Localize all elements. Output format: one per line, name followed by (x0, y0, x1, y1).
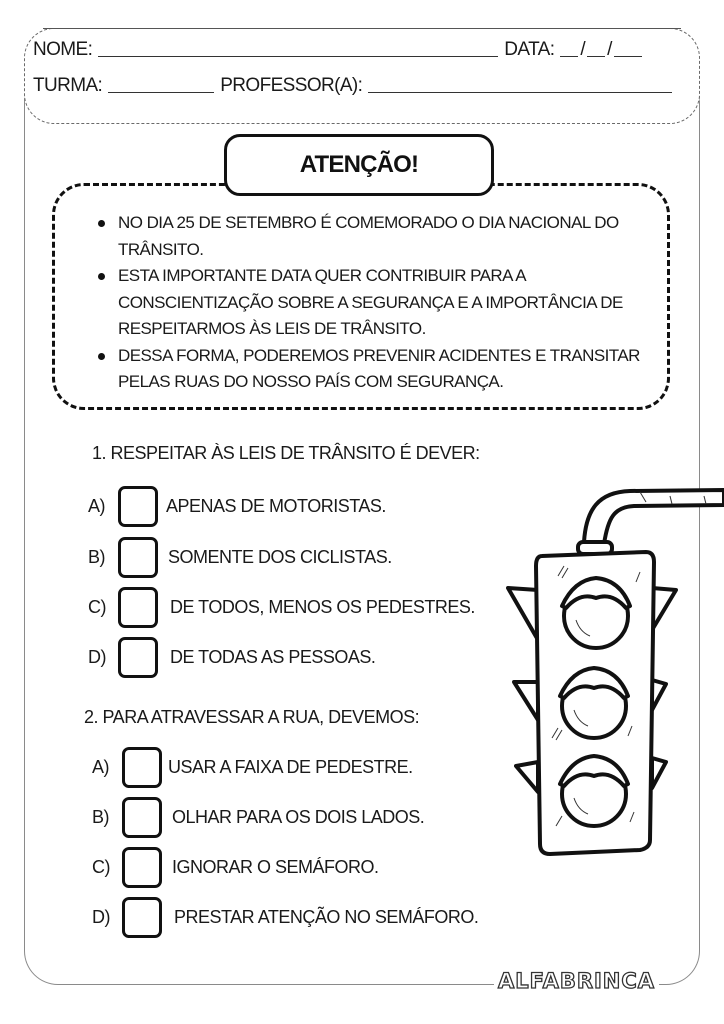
question-1-option-a[interactable] (88, 486, 386, 527)
answer-checkbox[interactable] (122, 897, 162, 938)
header-top-edge (43, 28, 681, 29)
option-text: PRESTAR ATENÇÃO NO SEMÁFORO. (174, 907, 479, 927)
header-line-class-teacher (33, 75, 689, 97)
answer-checkbox[interactable] (122, 747, 162, 788)
answer-checkbox[interactable] (122, 797, 162, 838)
class-field[interactable] (108, 91, 214, 93)
question-1-option-d[interactable] (88, 637, 375, 678)
notice-bullet: DESSA FORMA, PODEREMOS PREVENIR ACIDENTES E TRANSITAR PELAS RUAS DO NOSSO PAÍS COM SEGURANÇA. (92, 343, 652, 396)
option-letter: C) (92, 857, 110, 877)
question-2-option-c[interactable] (92, 847, 379, 888)
question-1-option-b[interactable] (88, 537, 392, 578)
option-text: OLHAR PARA OS DOIS LADOS. (172, 807, 425, 827)
date-separator: / (607, 39, 612, 60)
notice-title: ATENÇÃO! (299, 151, 419, 178)
class-label: TURMA: (33, 75, 103, 96)
traffic-light-icon (480, 470, 724, 870)
option-letter: B) (88, 547, 105, 567)
teacher-field[interactable] (368, 91, 672, 93)
option-letter: C) (88, 597, 106, 617)
option-text: DE TODOS, MENOS OS PEDESTRES. (170, 597, 475, 617)
option-text: IGNORAR O SEMÁFORO. (172, 857, 379, 877)
option-letter: D) (92, 907, 110, 927)
student-info-header (24, 28, 700, 124)
answer-checkbox[interactable] (122, 847, 162, 888)
answer-checkbox[interactable] (118, 587, 158, 628)
brand-logo: ALFABRINCA (494, 969, 659, 993)
name-label: NOME: (33, 39, 93, 60)
header-line-name-date (33, 39, 689, 61)
question-2-option-a[interactable] (92, 747, 413, 788)
notice-bullet: ESTA IMPORTANTE DATA QUER CONTRIBUIR PARA A CONSCIENTIZAÇÃO SOBRE A SEGURANÇA E A IMPORTÂNCIA DE RESPEITARMOS ÀS LEIS DE TRÂNSITO. (92, 263, 652, 343)
date-separator: / (580, 39, 586, 60)
option-letter: B) (92, 807, 109, 827)
answer-checkbox[interactable] (118, 537, 158, 578)
question-1-option-c[interactable] (88, 587, 475, 628)
question-2-option-d[interactable] (92, 897, 478, 938)
date-month-field[interactable] (587, 55, 605, 57)
notice-list (92, 210, 652, 396)
option-letter: A) (92, 757, 109, 777)
teacher-label: PROFESSOR(A): (220, 75, 363, 96)
option-text: SOMENTE DOS CICLISTAS. (168, 547, 392, 567)
date-year-field[interactable] (614, 55, 642, 57)
answer-checkbox[interactable] (118, 637, 158, 678)
answer-checkbox[interactable] (118, 486, 158, 527)
question-1-title: 1. RESPEITAR ÀS LEIS DE TRÂNSITO É DEVER: (92, 443, 480, 463)
date-day-field[interactable] (560, 55, 578, 57)
name-field[interactable] (98, 55, 498, 57)
notice-title-box (224, 134, 494, 196)
question-2-option-b[interactable] (92, 797, 424, 838)
option-text: APENAS DE MOTORISTAS. (166, 496, 386, 516)
notice-bullet: NO DIA 25 DE SETEMBRO É COMEMORADO O DIA NACIONAL DO TRÂNSITO. (92, 210, 652, 263)
option-letter: D) (88, 647, 106, 667)
option-text: USAR A FAIXA DE PEDESTRE. (168, 757, 413, 777)
option-text: DE TODAS AS PESSOAS. (170, 647, 376, 667)
question-2-title: 2. PARA ATRAVESSAR A RUA, DEVEMOS: (84, 707, 420, 727)
date-label: DATA: (504, 39, 555, 60)
option-letter: A) (88, 496, 105, 516)
